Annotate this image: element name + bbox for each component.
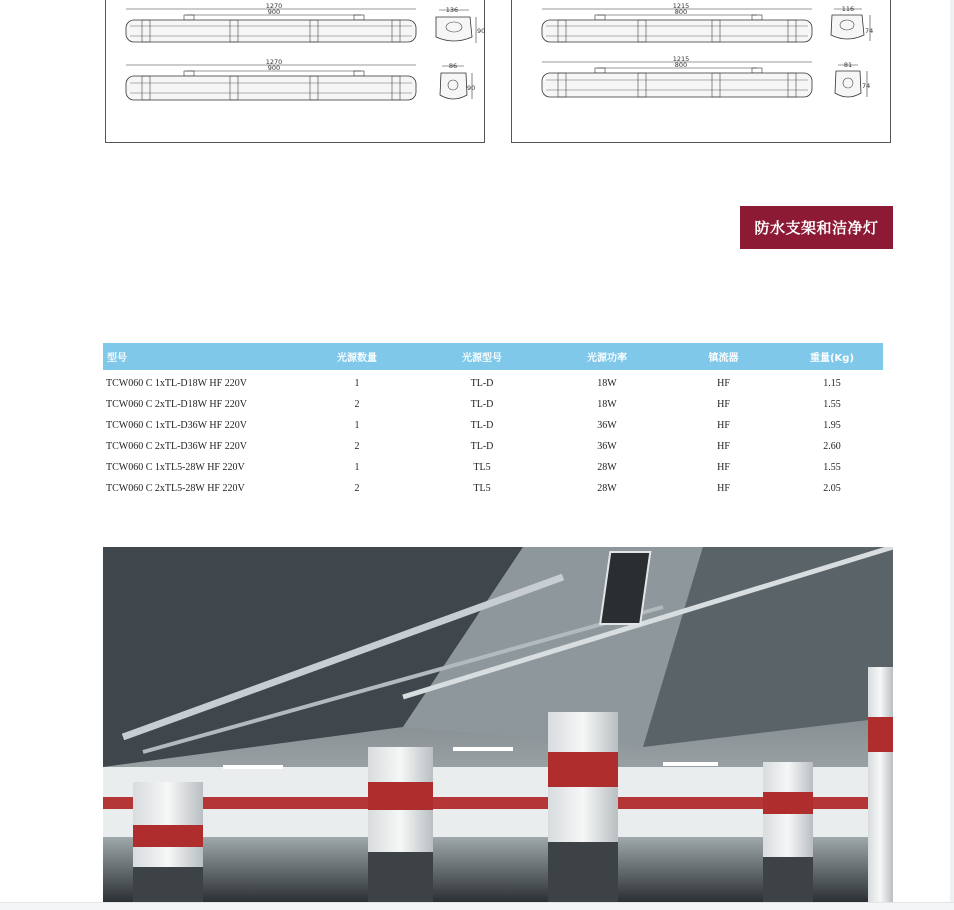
table-row: [103, 457, 883, 478]
cell-model: TCW060 C 1xTL5-28W HF 220V: [106, 462, 245, 473]
dim-length-right-bottom: 1215: [672, 55, 690, 63]
cell-lamp-type: TL-D: [470, 399, 494, 410]
header-lamp-count: 光源数量: [298, 343, 416, 370]
garage-column: [133, 782, 203, 902]
fixture-right-bottom: [542, 55, 870, 97]
table-row: [103, 394, 883, 415]
dim-length-left-top: 1270: [265, 2, 283, 10]
cell-ballast: HF: [717, 378, 730, 389]
header-lamp-power: 光源功率: [548, 343, 666, 370]
dim-width-right-bottom: 81: [843, 61, 853, 69]
parking-garage-photo: [103, 547, 893, 902]
cell-lamp-power: 36W: [597, 420, 617, 431]
cell-model: TCW060 C 2xTL-D18W HF 220V: [106, 399, 247, 410]
table-row: [103, 415, 883, 436]
header-weight: 重量(Kg): [781, 343, 883, 370]
fixture-right-top: [542, 2, 873, 42]
cell-weight: 2.60: [823, 441, 841, 452]
cell-lamp-power: 18W: [597, 399, 617, 410]
cell-lamp-count: 1: [354, 462, 360, 473]
cell-weight: 1.95: [823, 420, 841, 431]
dim-height-left-top: 90: [477, 27, 486, 35]
cell-lamp-type: TL-D: [470, 378, 494, 389]
dim-height-right-top: 74: [865, 27, 874, 35]
fixture-drawing-left-svg: [106, 0, 486, 144]
cell-lamp-power: 28W: [597, 462, 617, 473]
cell-weight: 1.55: [823, 462, 841, 473]
cell-ballast: HF: [717, 420, 730, 431]
cell-lamp-power: 28W: [597, 483, 617, 494]
dim-width-left-bottom: 86: [448, 62, 458, 70]
cell-model: TCW060 C 2xTL-D36W HF 220V: [106, 441, 247, 452]
garage-column: [548, 712, 618, 902]
garage-column: [368, 747, 433, 902]
dim-width-right-top: 116: [841, 5, 855, 13]
cell-lamp-type: TL5: [473, 462, 491, 473]
fixture-left-top: [126, 2, 485, 43]
table-row: [103, 436, 883, 457]
category-badge: 防水支架和洁净灯: [740, 206, 893, 249]
cell-weight: 1.55: [823, 399, 841, 410]
table-row: [103, 370, 883, 394]
cell-ballast: HF: [717, 483, 730, 494]
fixture-left-bottom: [126, 58, 475, 100]
parking-garage-illustration: [103, 547, 893, 902]
cell-lamp-count: 1: [354, 420, 360, 431]
dim-length-right-top: 1215: [672, 2, 690, 10]
cell-weight: 2.05: [823, 483, 841, 494]
cell-ballast: HF: [717, 399, 730, 410]
cell-lamp-count: 1: [354, 378, 360, 389]
dim-spacing-right-top: 800: [674, 8, 688, 16]
dim-height-left-bottom: 90: [467, 84, 476, 92]
header-lamp-type: 光源型号: [416, 343, 548, 370]
cell-lamp-type: TL-D: [470, 420, 494, 431]
dim-width-left-top: 136: [445, 6, 459, 14]
garage-column: [868, 667, 893, 902]
cell-weight: 1.15: [823, 378, 841, 389]
dim-height-right-bottom: 74: [862, 82, 871, 90]
dim-spacing-left-top: 900: [267, 8, 281, 16]
garage-column: [763, 762, 813, 902]
cell-lamp-type: TL5: [473, 483, 491, 494]
dim-spacing-left-bottom: 900: [267, 64, 281, 72]
cell-ballast: HF: [717, 462, 730, 473]
table-row: [103, 478, 883, 499]
cell-ballast: HF: [717, 441, 730, 452]
spec-table: [103, 343, 883, 499]
header-model: 型号: [103, 343, 298, 370]
cell-lamp-count: 2: [354, 399, 360, 410]
fixture-drawing-left: [105, 0, 485, 143]
fixture-drawing-right-svg: [512, 0, 892, 144]
dim-length-left-bottom: 1270: [265, 58, 283, 66]
cell-model: TCW060 C 2xTL5-28W HF 220V: [106, 483, 245, 494]
cell-model: TCW060 C 1xTL-D18W HF 220V: [106, 378, 247, 389]
cell-lamp-count: 2: [354, 483, 360, 494]
table-header-row: [103, 343, 883, 370]
cell-lamp-power: 36W: [597, 441, 617, 452]
dim-spacing-right-bottom: 800: [674, 61, 688, 69]
header-ballast: 镇流器: [666, 343, 781, 370]
cell-lamp-power: 18W: [597, 378, 617, 389]
page-edge-right: [950, 0, 954, 909]
fixture-drawing-right: [511, 0, 891, 143]
cell-lamp-count: 2: [354, 441, 360, 452]
cell-model: TCW060 C 1xTL-D36W HF 220V: [106, 420, 247, 431]
cell-lamp-type: TL-D: [470, 441, 494, 452]
